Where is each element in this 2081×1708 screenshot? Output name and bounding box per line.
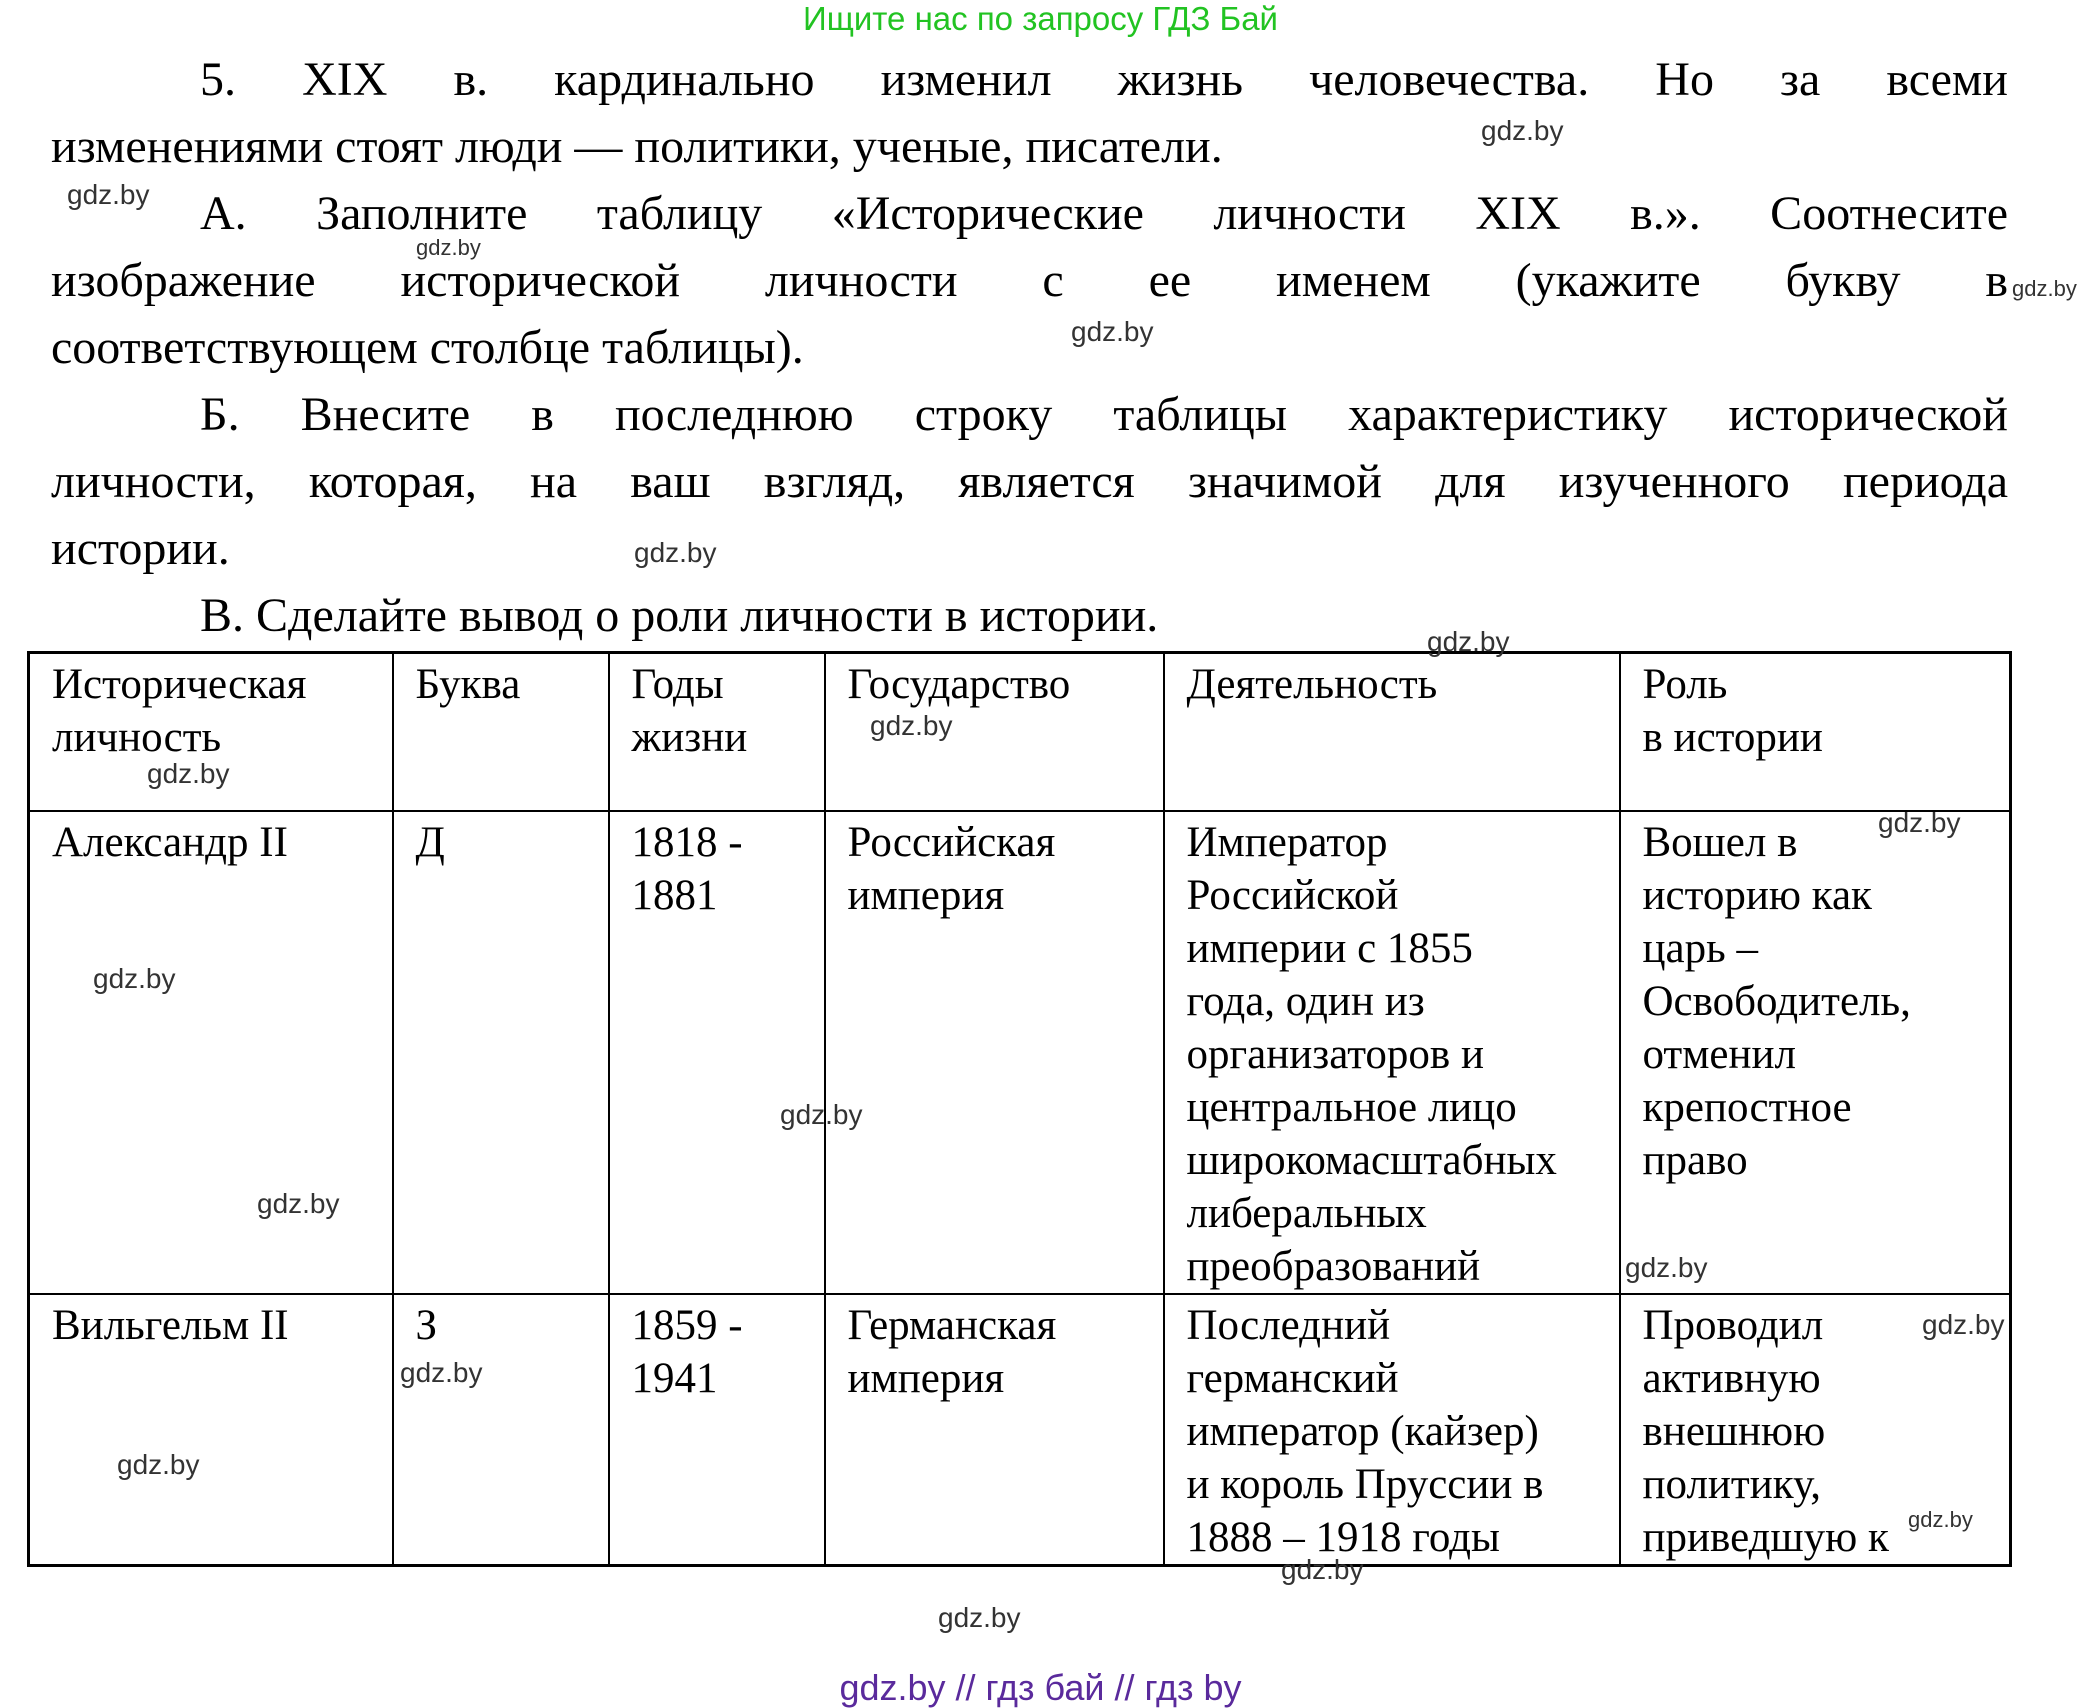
table-cell: 1859 - 1941 — [609, 1294, 825, 1566]
watermark: gdz.by — [780, 1099, 863, 1130]
watermark: gdz.by — [870, 710, 953, 741]
historical-figures-table — [27, 651, 2012, 1567]
watermark: gdz.by — [1878, 807, 1961, 838]
task-line: соответствующем столбце таблицы). — [51, 321, 804, 374]
table-cell: Д — [393, 811, 609, 1294]
watermark: gdz.by — [1908, 1507, 1973, 1532]
table-cell: Российская империя — [825, 811, 1164, 1294]
header-cell: Роль в истории — [1620, 653, 2011, 812]
task-line: В. Сделайте вывод о роли личности в истории. — [200, 589, 1159, 642]
search-banner: Ищите нас по запросу ГДЗ Бай — [803, 0, 1278, 37]
watermark: gdz.by — [1625, 1252, 1708, 1283]
watermark: gdz.by — [1427, 626, 1510, 657]
watermark: gdz.by — [938, 1602, 1021, 1633]
table-cell: Император Российской империи с 1855 года, один из организаторов и центральное лицо широкомасштабных либеральных преобразований — [1164, 811, 1620, 1294]
task-line: изменениями стоят люди — политики, ученые, писатели. — [51, 120, 1223, 173]
footer-links: gdz.by // гдз бай // гдз by — [839, 1667, 1242, 1708]
task-line: Б. Внесите в последнюю строку таблицы характеристику исторической — [200, 388, 2008, 441]
table-row — [29, 1294, 2011, 1566]
table-cell: Последний германский император (кайзер) и король Пруссии в 1888 – 1918 годы — [1164, 1294, 1620, 1566]
watermark: gdz.by — [634, 537, 717, 568]
watermark: gdz.by — [416, 235, 481, 260]
task-line: 5. XIX в. кардинально изменил жизнь человечества. Но за всеми — [200, 53, 2008, 106]
watermark: gdz.by — [93, 963, 176, 994]
watermark: gdz.by — [1281, 1554, 1364, 1585]
header-cell: Историческая личность — [29, 653, 393, 812]
watermark: gdz.by — [1922, 1309, 2005, 1340]
task-line: изображение исторической личности с ее именем (укажите букву в — [51, 254, 2008, 307]
header-cell: Буква — [393, 653, 609, 812]
header-cell: Годы жизни — [609, 653, 825, 812]
task-line: личности, которая, на ваш взгляд, является значимой для изученного периода — [51, 455, 2008, 508]
task-line: А. Заполните таблицу «Исторические личности XIX в.». Соотнесите — [200, 187, 2008, 240]
watermark: gdz.by — [400, 1357, 483, 1388]
task-text — [51, 46, 2008, 649]
watermark: gdz.by — [2012, 276, 2077, 301]
table-cell: Вошел в историю как царь – Освободитель, отменил крепостное право — [1620, 811, 2011, 1294]
table-header-row — [29, 653, 2011, 812]
task-line: истории. — [51, 522, 230, 575]
watermark: gdz.by — [1071, 316, 1154, 347]
table-cell: З — [393, 1294, 609, 1566]
table-cell: Германская империя — [825, 1294, 1164, 1566]
header-cell: Деятельность — [1164, 653, 1620, 812]
header-cell: Государство — [825, 653, 1164, 812]
watermark: gdz.by — [1481, 115, 1564, 146]
watermark: gdz.by — [147, 758, 230, 789]
watermark: gdz.by — [257, 1188, 340, 1219]
table-cell: Вильгельм II — [29, 1294, 393, 1566]
table-cell: Александр II — [29, 811, 393, 1294]
watermark: gdz.by — [67, 179, 150, 210]
table-cell: Проводил активную внешнюю политику, приведшую к — [1620, 1294, 2011, 1566]
watermark: gdz.by — [117, 1449, 200, 1480]
table-row — [29, 811, 2011, 1294]
table-cell: 1818 - 1881 — [609, 811, 825, 1294]
